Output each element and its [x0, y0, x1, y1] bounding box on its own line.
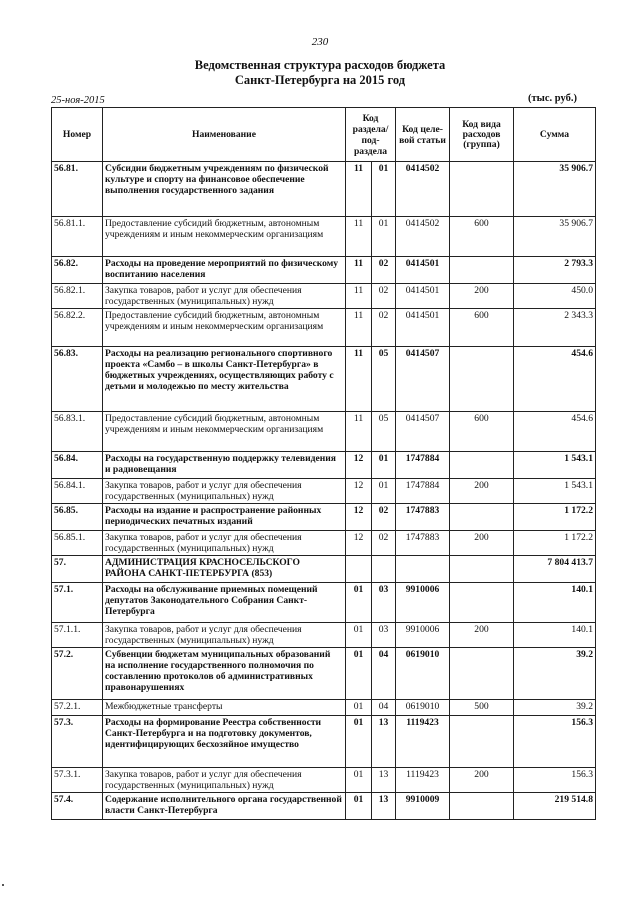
row-name: Закупка товаров, работ и услуг для обеспечения государственных (муниципальных) нужд [103, 284, 346, 309]
row-article: 1747883 [396, 531, 450, 556]
row-name: Закупка товаров, работ и услуг для обеспечения государственных (муниципальных) нужд [103, 768, 346, 793]
row-article: 0414502 [396, 162, 450, 217]
row-number: 57. [52, 556, 103, 583]
row-number: 56.84. [52, 452, 103, 479]
row-number: 56.82.1. [52, 284, 103, 309]
row-kind: 200 [450, 284, 514, 309]
row-article: 1747884 [396, 452, 450, 479]
row-subsection: 04 [372, 700, 396, 716]
page-title [0, 58, 640, 88]
table-row [52, 716, 596, 768]
table-row [52, 309, 596, 347]
row-kind [450, 793, 514, 820]
row-article: 0414501 [396, 257, 450, 284]
row-number: 57.2.1. [52, 700, 103, 716]
table-row [52, 504, 596, 531]
row-subsection: 01 [372, 217, 396, 257]
row-article: 0414507 [396, 412, 450, 452]
header-article: Код целе-вой статьи [396, 108, 450, 162]
row-kind: 600 [450, 309, 514, 347]
row-section: 11 [346, 162, 372, 217]
row-kind [450, 504, 514, 531]
row-section: 12 [346, 504, 372, 531]
row-subsection: 13 [372, 793, 396, 820]
row-section: 11 [346, 412, 372, 452]
row-sum: 2 343.3 [514, 309, 596, 347]
row-article: 9910006 [396, 583, 450, 623]
row-article: 1747884 [396, 479, 450, 504]
row-name: Расходы на обслуживание приемных помещений депутатов Законодательного Собрания Санкт-Петербурга [103, 583, 346, 623]
row-section: 01 [346, 793, 372, 820]
row-number: 56.84.1. [52, 479, 103, 504]
row-subsection: 01 [372, 452, 396, 479]
row-kind: 200 [450, 531, 514, 556]
row-name: Межбюджетные трансферты [103, 700, 346, 716]
row-section: 01 [346, 768, 372, 793]
row-kind [450, 648, 514, 700]
row-sum: 454.6 [514, 412, 596, 452]
row-sum: 7 804 413.7 [514, 556, 596, 583]
row-article: 1119423 [396, 716, 450, 768]
row-sum: 156.3 [514, 768, 596, 793]
row-kind [450, 452, 514, 479]
row-section: 11 [346, 217, 372, 257]
row-sum: 1 172.2 [514, 531, 596, 556]
row-sum: 39.2 [514, 700, 596, 716]
header-kind: Код вида расходов (группа) [450, 108, 514, 162]
row-section: 11 [346, 347, 372, 412]
row-sum: 1 543.1 [514, 452, 596, 479]
table-row [52, 556, 596, 583]
table-row [52, 412, 596, 452]
row-subsection: 02 [372, 504, 396, 531]
row-section: 11 [346, 284, 372, 309]
row-number: 56.83. [52, 347, 103, 412]
table-row [52, 162, 596, 217]
row-subsection: 05 [372, 412, 396, 452]
row-subsection: 04 [372, 648, 396, 700]
title-line-1: Ведомственная структура расходов бюджета [194, 58, 446, 72]
row-number: 56.81.1. [52, 217, 103, 257]
row-kind [450, 257, 514, 284]
row-subsection: 03 [372, 583, 396, 623]
row-section: 01 [346, 648, 372, 700]
report-date: 25-ноя-2015 [51, 95, 105, 106]
row-article: 0414507 [396, 347, 450, 412]
row-section: 11 [346, 309, 372, 347]
row-sum: 2 793.3 [514, 257, 596, 284]
row-kind [450, 583, 514, 623]
row-sum: 39.2 [514, 648, 596, 700]
row-subsection: 13 [372, 716, 396, 768]
row-name: Закупка товаров, работ и услуг для обеспечения государственных (муниципальных) нужд [103, 479, 346, 504]
row-number: 57.4. [52, 793, 103, 820]
row-article: 1119423 [396, 768, 450, 793]
table-row [52, 648, 596, 700]
row-article [396, 556, 450, 583]
row-name: Расходы на издание и распространение районных периодических печатных изданий [103, 504, 346, 531]
row-sum: 140.1 [514, 623, 596, 648]
row-name: Предоставление субсидий бюджетным, автономным учреждениям и иным некоммерческим организациям [103, 309, 346, 347]
table-row [52, 479, 596, 504]
row-section: 12 [346, 531, 372, 556]
row-name: Расходы на проведение мероприятий по физическому воспитанию населения [103, 257, 346, 284]
table-row [52, 531, 596, 556]
row-sum: 35 906.7 [514, 217, 596, 257]
row-section: 01 [346, 583, 372, 623]
row-name: Субвенции бюджетам муниципальных образований на исполнение государственного полномочия по составлению протоколов об административных правонарушениях [103, 648, 346, 700]
row-subsection: 05 [372, 347, 396, 412]
row-article: 9910006 [396, 623, 450, 648]
row-article: 0619010 [396, 648, 450, 700]
header-name: Наименование [103, 108, 346, 162]
row-kind [450, 556, 514, 583]
row-number: 56.82.2. [52, 309, 103, 347]
table-row [52, 623, 596, 648]
row-kind: 200 [450, 623, 514, 648]
table-row [52, 284, 596, 309]
row-name: Расходы на реализацию регионального спортивного проекта «Самбо – в школы Санкт-Петербурга» в бюджетных учреждениях, осуществляющих работу с детьми и молодежью по месту жительства [103, 347, 346, 412]
row-number: 56.83.1. [52, 412, 103, 452]
row-name: Закупка товаров, работ и услуг для обеспечения государственных (муниципальных) нужд [103, 623, 346, 648]
row-section: 11 [346, 257, 372, 284]
row-name: Предоставление субсидий бюджетным, автономным учреждениям и иным некоммерческим организациям [103, 217, 346, 257]
budget-table [51, 107, 596, 820]
row-name: Расходы на формирование Реестра собственности Санкт-Петербурга и на подготовку документов, идентифицирующих бесхозяйное имущество [103, 716, 346, 768]
page-number: 230 [311, 36, 329, 48]
row-sum: 1 172.2 [514, 504, 596, 531]
table-row [52, 217, 596, 257]
row-subsection: 13 [372, 768, 396, 793]
row-name: АДМИНИСТРАЦИЯ КРАСНОСЕЛЬСКОГО РАЙОНА САНКТ-ПЕТЕРБУРГА (853) [103, 556, 346, 583]
row-sum: 35 906.7 [514, 162, 596, 217]
row-sum: 156.3 [514, 716, 596, 768]
row-number: 56.82. [52, 257, 103, 284]
title-line-2: Санкт-Петербурга на 2015 год [234, 73, 406, 87]
row-subsection: 02 [372, 309, 396, 347]
table-row [52, 257, 596, 284]
row-subsection [372, 556, 396, 583]
row-number: 57.3.1. [52, 768, 103, 793]
row-kind: 200 [450, 768, 514, 793]
row-article: 0414501 [396, 309, 450, 347]
row-subsection: 03 [372, 623, 396, 648]
row-number: 56.85.1. [52, 531, 103, 556]
row-subsection: 02 [372, 531, 396, 556]
units-label: (тыс. руб.) [528, 93, 577, 104]
row-section: 12 [346, 479, 372, 504]
table-row [52, 700, 596, 716]
row-name: Закупка товаров, работ и услуг для обеспечения государственных (муниципальных) нужд [103, 531, 346, 556]
row-subsection: 02 [372, 257, 396, 284]
header-number: Номер [52, 108, 103, 162]
row-section [346, 556, 372, 583]
row-article: 9910009 [396, 793, 450, 820]
header-sum: Сумма [514, 108, 596, 162]
header-section: Код раздела/ под-раздела [346, 108, 396, 162]
row-section: 01 [346, 700, 372, 716]
row-name: Субсидии бюджетным учреждениям по физической культуре и спорту на финансовое обеспечение выполнения государственного задания [103, 162, 346, 217]
row-sum: 454.6 [514, 347, 596, 412]
row-article: 1747883 [396, 504, 450, 531]
row-subsection: 01 [372, 479, 396, 504]
row-article: 0414501 [396, 284, 450, 309]
table-row [52, 768, 596, 793]
row-sum: 450.0 [514, 284, 596, 309]
row-number: 56.85. [52, 504, 103, 531]
row-name: Предоставление субсидий бюджетным, автономным учреждениям и иным некоммерческим организациям [103, 412, 346, 452]
row-name: Содержание исполнительного органа государственной власти Санкт-Петербурга [103, 793, 346, 820]
row-kind [450, 162, 514, 217]
row-name: Расходы на государственную поддержку телевидения и радиовещания [103, 452, 346, 479]
row-section: 01 [346, 623, 372, 648]
row-kind: 500 [450, 700, 514, 716]
row-subsection: 01 [372, 162, 396, 217]
row-sum: 140.1 [514, 583, 596, 623]
table-row [52, 452, 596, 479]
scan-mark [2, 884, 4, 886]
row-kind [450, 716, 514, 768]
row-kind: 200 [450, 479, 514, 504]
row-subsection: 02 [372, 284, 396, 309]
row-number: 57.1. [52, 583, 103, 623]
row-sum: 1 543.1 [514, 479, 596, 504]
row-number: 56.81. [52, 162, 103, 217]
table-row [52, 347, 596, 412]
row-section: 01 [346, 716, 372, 768]
row-kind: 600 [450, 412, 514, 452]
row-sum: 219 514.8 [514, 793, 596, 820]
row-section: 12 [346, 452, 372, 479]
table-row [52, 583, 596, 623]
row-kind: 600 [450, 217, 514, 257]
row-number: 57.2. [52, 648, 103, 700]
table-row [52, 793, 596, 820]
row-article: 0414502 [396, 217, 450, 257]
row-article: 0619010 [396, 700, 450, 716]
row-number: 57.3. [52, 716, 103, 768]
row-kind [450, 347, 514, 412]
row-number: 57.1.1. [52, 623, 103, 648]
